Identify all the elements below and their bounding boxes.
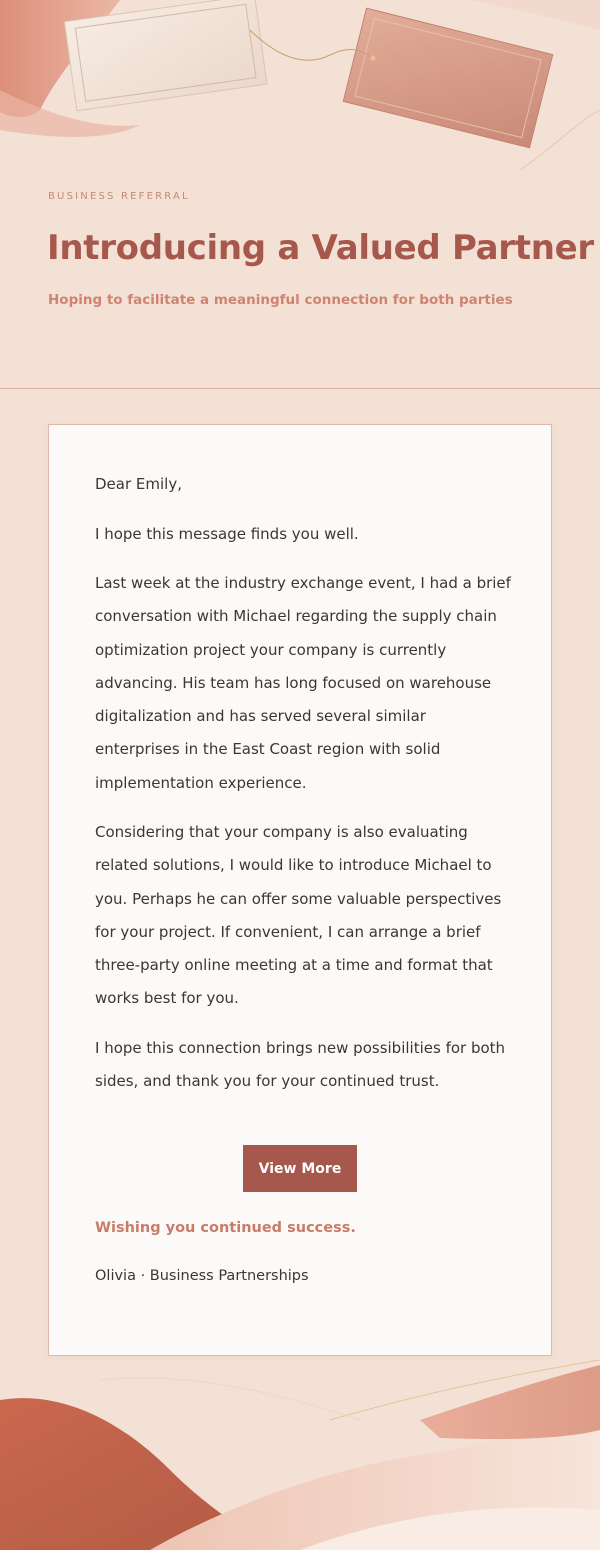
- letter-paragraph-4: I hope this connection brings new possibilities for both sides, and thank you for your continued trust.: [95, 1039, 506, 1091]
- signature: Olivia · Business Partnerships: [95, 1268, 309, 1284]
- letter-greeting: Dear Emily,: [95, 475, 182, 493]
- gift-tags-illustration: [0, 0, 600, 180]
- letter-paragraph-2: Last week at the industry exchange event, I had a brief conversation with Michael regarding the supply chain optimization project your company is currently advancing. His team has long focused on warehouse digitalization and has served several similar enterprises in the East Coast region with solid implementation experience.: [95, 574, 511, 792]
- header-divider: [0, 388, 600, 389]
- closing-line: Wishing you continued success.: [95, 1220, 356, 1236]
- view-more-button[interactable]: View More: [243, 1145, 357, 1192]
- letter-card: [48, 424, 552, 1356]
- letter-paragraph-3: Considering that your company is also evaluating related solutions, I would like to introduce Michael to you. Perhaps he can offer some valuable perspectives for your project. If convenient, I can arrange a brief three-party online meeting at a time and format that works best for you.: [95, 823, 502, 1008]
- silk-waves-illustration: [0, 1360, 600, 1550]
- eyebrow-label: BUSINESS REFERRAL: [48, 191, 190, 202]
- page-title: Introducing a Valued Partner: [47, 228, 594, 268]
- page-subtitle: Hoping to facilitate a meaningful connection for both parties: [48, 292, 513, 308]
- letter-paragraph-1: I hope this message finds you well.: [95, 525, 359, 543]
